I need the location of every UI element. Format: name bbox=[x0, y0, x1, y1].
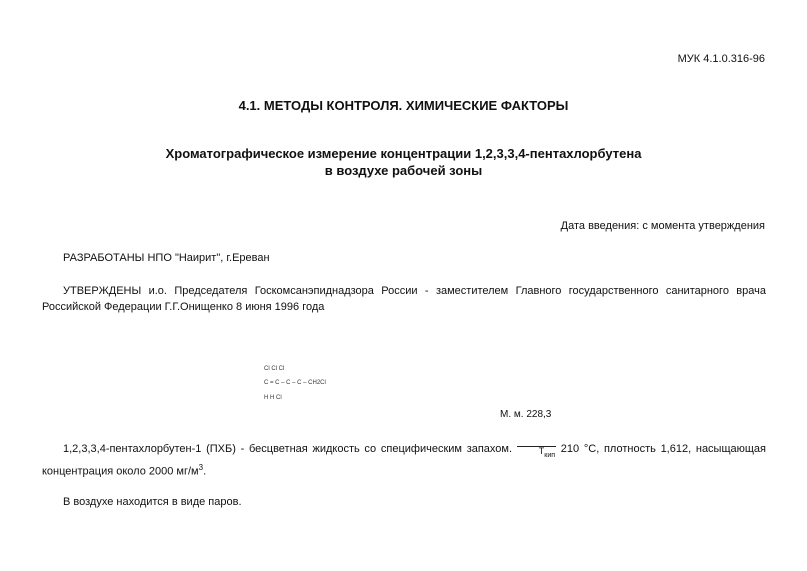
description-text-2: 210 °С, плотность 1,612, насыщающая концентрация около 2000 мг/м bbox=[42, 443, 767, 478]
description-text-3: . bbox=[203, 465, 207, 478]
description-text-1: 1,2,3,3,4-пентахлорбутен-1 (ПХБ) - бесцветная жидкость со специфическим запахом. bbox=[63, 443, 513, 455]
substance-description bbox=[42, 441, 766, 479]
formula-main-chain: C = C – C – C – CH2Cl bbox=[264, 380, 326, 386]
document-title-line1: Хроматографическое измерение концентрации 1,2,3,3,4-пентахлорбутена bbox=[165, 146, 642, 161]
approved-by: УТВЕРЖДЕНЫ и.о. Председателя Госкомсанэпиднадзора России - заместителем Главного государственного санитарного врача Российской Федерации Г.Г.Онищенко 8 июня 1996 года bbox=[42, 285, 766, 313]
boiling-point-symbol: $T_{кип}$ bbox=[517, 446, 556, 460]
unit-superscript: 3 bbox=[198, 462, 204, 472]
document-title bbox=[0, 145, 807, 179]
formula-bottom-row: H H Cl bbox=[264, 395, 282, 401]
section-title: 4.1. МЕТОДЫ КОНТРОЛЯ. ХИМИЧЕСКИЕ ФАКТОРЫ bbox=[238, 98, 569, 113]
air-state-text: В воздухе находится в виде паров. bbox=[63, 496, 242, 508]
introduction-date: Дата введения: с момента утверждения bbox=[560, 220, 765, 232]
molar-mass: М. м. 228,3 bbox=[500, 409, 552, 420]
document-title-line2: в воздухе рабочей зоны bbox=[324, 163, 483, 178]
structural-formula bbox=[262, 366, 352, 406]
developed-by: РАЗРАБОТАНЫ НПО "Наирит", г.Ереван bbox=[63, 252, 270, 264]
formula-top-row: Cl Cl Cl bbox=[264, 366, 285, 372]
document-code: МУК 4.1.0.316-96 bbox=[677, 53, 765, 65]
